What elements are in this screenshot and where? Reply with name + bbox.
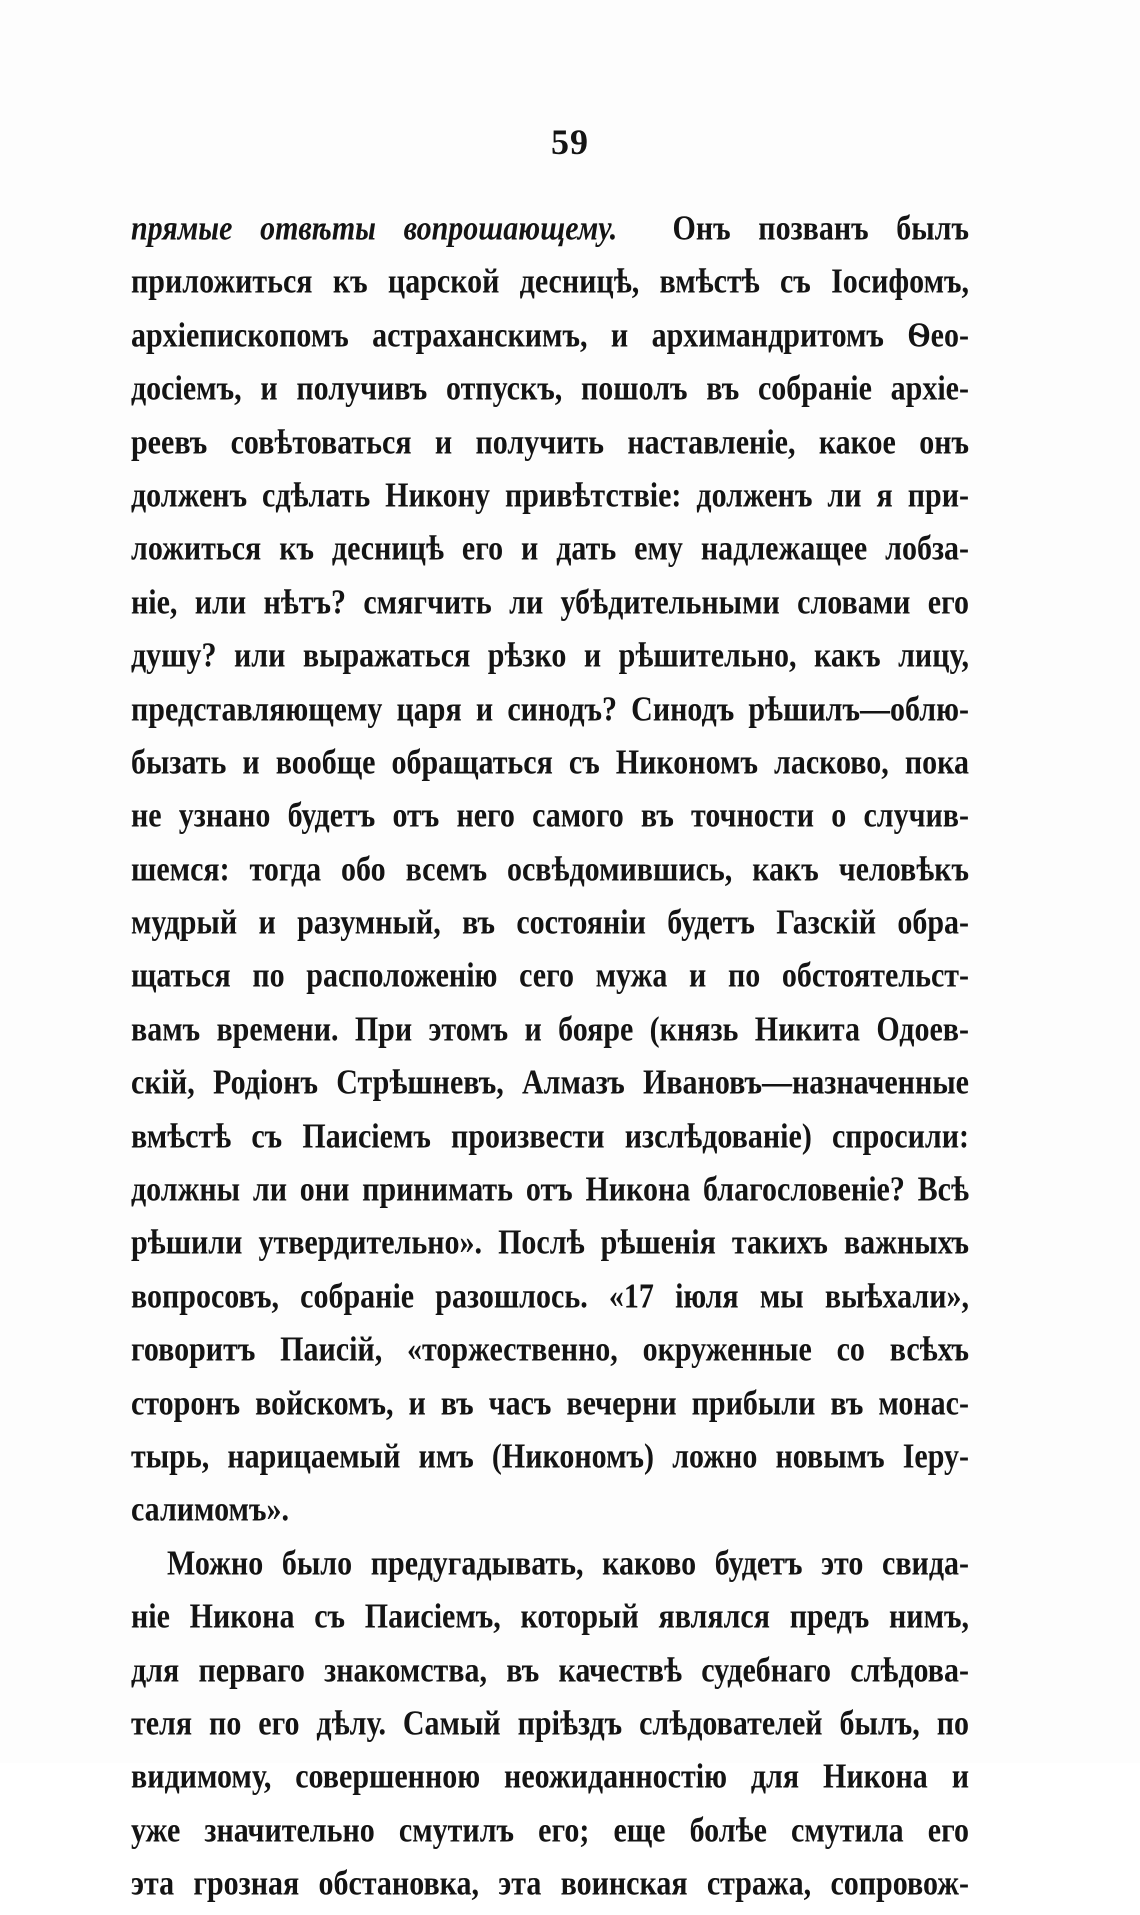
text-line: вопросовъ, собраніе разошлось. «17 іюля мы выѣхали», (131, 1276, 969, 1316)
text-line: архіепископомъ астраханскимъ, и архимандритомъ Ѳео- (131, 315, 969, 355)
text-line: теля по его дѣлу. Самый пріѣздъ слѣдователей былъ, по (131, 1703, 969, 1743)
text-line: шемся: тогда обо всемъ освѣдомившись, какъ человѣкъ (131, 849, 969, 889)
paragraph-first-line: Можно было предугадывать, каково будетъ это свида- (167, 1543, 969, 1583)
line-text: Онъ позванъ былъ (672, 208, 969, 248)
text-line: представляющему царя и синодъ? Синодъ рѣшилъ—облю- (131, 689, 969, 729)
text-line: для перваго знакомства, въ качествѣ судебнаго слѣдова- (131, 1650, 969, 1690)
text-line: должны ли они принимать отъ Никона благословеніе? Всѣ (131, 1170, 969, 1209)
text-line: вамъ времени. При этомъ и бояре (князь Никита Одоев- (131, 1009, 969, 1049)
text-line: ложиться къ десницѣ его и дать ему надлежащее лобза- (131, 529, 969, 569)
text-line: щаться по расположенію сего мужа и по обстоятельст- (131, 956, 969, 996)
text-line: приложиться къ царской десницѣ, вмѣстѣ съ Іосифомъ, (131, 262, 969, 302)
text-line: реевъ совѣтоваться и получить наставленіе, какое онъ (131, 422, 969, 462)
text-line: душу? или выражаться рѣзко и рѣшительно, какъ лицу, (131, 636, 969, 676)
text-line: ніе Никона съ Паисіемъ, который являлся предъ нимъ, (131, 1597, 969, 1637)
italic-phrase: прямые отвѣты вопрошающему. (131, 208, 618, 248)
text-line: долженъ сдѣлать Никону привѣтствіе: долженъ ли я при- (131, 475, 969, 515)
text-line: мудрый и разумный, въ состояніи будетъ Газскій обра- (131, 903, 969, 943)
text-line: бызать и вообще обращаться съ Никономъ ласково, пока (131, 742, 969, 782)
text-line: скій, Родіонъ Стрѣшневъ, Алмазъ Ивановъ—назначенные (131, 1063, 969, 1103)
text-line: эта грозная обстановка, эта воинская стража, сопровож- (131, 1864, 969, 1904)
page-number: 59 (551, 122, 589, 162)
text-line: ніе, или нѣтъ? смягчить ли убѣдительными словами его (131, 582, 969, 622)
text-line: салимомъ». (131, 1490, 289, 1530)
text-line: видимому, совершенною неожиданностію для Никона и (131, 1757, 969, 1797)
body-text (131, 202, 969, 1911)
text-line: не узнано будетъ отъ него самого въ точности о случив- (131, 796, 969, 836)
text-line: тырь, нарицаемый имъ (Никономъ) ложно новымъ Іеру- (131, 1436, 969, 1476)
text-line: рѣшили утвердительно». Послѣ рѣшенія такихъ важныхъ (131, 1223, 969, 1263)
text-line: досіемъ, и получивъ отпускъ, пошолъ въ собраніе архіе- (131, 369, 969, 409)
text-line: уже значительно смутилъ его; еще болѣе смутила его (131, 1810, 969, 1850)
text-line: говоритъ Паисій, «торжественно, окруженные со всѣхъ (131, 1330, 969, 1370)
text-line: сторонъ войскомъ, и въ часъ вечерни прибыли въ монас- (131, 1383, 969, 1423)
text-line: вмѣстѣ съ Паисіемъ произвести изслѣдованіе) спросили: (131, 1116, 969, 1156)
